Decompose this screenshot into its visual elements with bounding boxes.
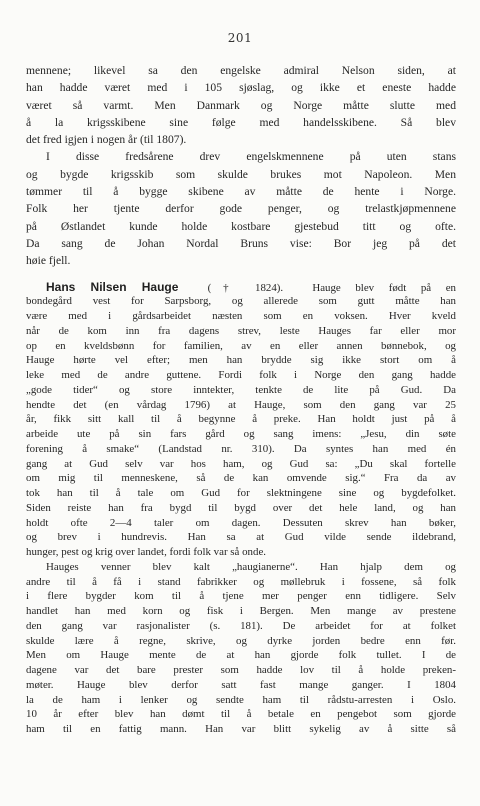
biography-dates: († 1824). <box>207 281 284 294</box>
text-line: høie fjell. <box>26 254 71 268</box>
text-line: I disse fredsårene drev engelskmennene på uten stans <box>46 150 456 164</box>
text-line: hendte det (en vårdag 1796) at Hauge, som den gang var 25 <box>26 398 456 411</box>
text-line: i flere bygder kom til å tjene mer penger enn tidligere. Selv <box>26 590 456 603</box>
text-line: op en kveldsbønn for familien, av en eller annen bønnebok, og <box>26 339 456 352</box>
followers-section <box>26 560 456 737</box>
biography-section <box>26 280 456 560</box>
text-line: om mig til menneskene, så de kan omvende sig.“ Fra da av <box>26 472 456 485</box>
text-line: mennene; likevel sa den engelske admiral Nelson siden, at <box>26 64 456 77</box>
text-line: å la krigsskibene sine følge med handelsskibene. Så blev <box>26 115 456 129</box>
biography-heading-line <box>26 280 456 295</box>
text-line: Siden reiste han fra bygd til bygd over det hele land, og han <box>26 501 456 514</box>
text-line: år, fikk sitt kall til å begynne å preke. Han holdt just på å <box>26 413 456 426</box>
text-line: Hauges venner blev kalt „haugianerne“. Han hjalp dem og <box>46 560 456 573</box>
text-line: Hauge hørte vel efter; men han brydde sig ikke stort om å <box>26 354 456 367</box>
text-line: holdt ofte 2—4 taler om dagen. Dessuten skrev han bøker, <box>26 516 456 529</box>
text-line: gang at Gud selv var hos ham, og Gud sa: „Du skal fortelle <box>26 457 456 470</box>
text-line: og brev i hundrevis. Han sa at Gud vilde sende ildebrand, <box>26 531 456 544</box>
text-line: handlet han med korn og fisk i Bergen. Men mange av prestene <box>26 605 456 618</box>
text-line: den gang var rasjonalister (s. 181). De arbeidet for at folket <box>26 619 456 632</box>
text-line: forening å smake“ (Landstad nr. 310). Da syntes han med én <box>26 442 456 455</box>
text-line: la de ham i lenker og sendte ham til rådstu-arresten i Oslo. <box>26 693 456 706</box>
text-line: når de kom inn fra dagens strev, leste Hauges far eller mor <box>26 324 456 337</box>
text-line: tok han til å tale om Gud for slektningene sine og bygdefolket. <box>26 487 456 500</box>
text-line: være med i gårdsarbeidet næsten som en voksen. Hver kveld <box>26 310 456 323</box>
text-line: skulde lære å regne, skrive, og dyrke jorden bedre enn før. <box>26 634 456 647</box>
text-line: tømmer til å bygge skibene av måtte de hente i Norge. <box>26 185 456 199</box>
text-line: „gode tider“ og store inntekter, tenkte de lite på Gud. Da <box>26 383 456 396</box>
text-line: andre til å få i stand fabrikker og møllebruk i fossene, så folk <box>26 575 456 588</box>
intro-section <box>26 62 456 270</box>
text-line: på Østlandet kunde holde kostbare gjestebud titt og ofte. <box>26 219 456 233</box>
text-line: og bygde krigsskib som skulde brukes mot Napoleon. Men <box>26 167 456 181</box>
text-line: leke med de andre guttene. Fordi folk i Norge den gang hadde <box>26 369 456 382</box>
text-line: været så varmt. Men Danmark og Norge måtte slutte med <box>26 98 456 112</box>
biography-name: Hans Nilsen Hauge <box>46 279 179 294</box>
text-line: møter. Hauge blev derfor satt fast mange ganger. I 1804 <box>26 678 456 691</box>
text-line: bondegård vest for Sarpsborg, og allerede som gutt måtte han <box>26 295 456 308</box>
text-line: hunger, pest og krig over landet, fordi folk var så onde. <box>26 546 266 559</box>
text-line: Folk her tjente derfor gode penger, og trelastkjøpmennene <box>26 202 456 216</box>
text-line: ham til en fattig mann. Han var blitt sykelig av å sitte så <box>26 723 456 736</box>
text-line: Men om Hauge mente de at han gjorde folk tullet. I de <box>26 649 456 662</box>
text-line: Da sang de Johan Nordal Bruns vise: Bor jeg på det <box>26 236 456 250</box>
text-line: det fred igjen i nogen år (til 1807). <box>26 133 187 147</box>
text-line: 10 år efter blev han dømt til å betale en pengebot som gjorde <box>26 708 456 721</box>
page-number: 201 <box>227 31 253 45</box>
text-line: dagene var det bare prester som hadde lov til å holde preken- <box>26 664 456 677</box>
page-body <box>26 62 456 737</box>
text-line: arbeide ute på sin fars gård og sang imens: „Jesu, din søte <box>26 428 456 441</box>
text-fragment: Hauge blev født på en <box>312 281 456 294</box>
text-line: han hadde været med i 105 sjøslag, og ikke et eneste hadde <box>26 81 456 95</box>
